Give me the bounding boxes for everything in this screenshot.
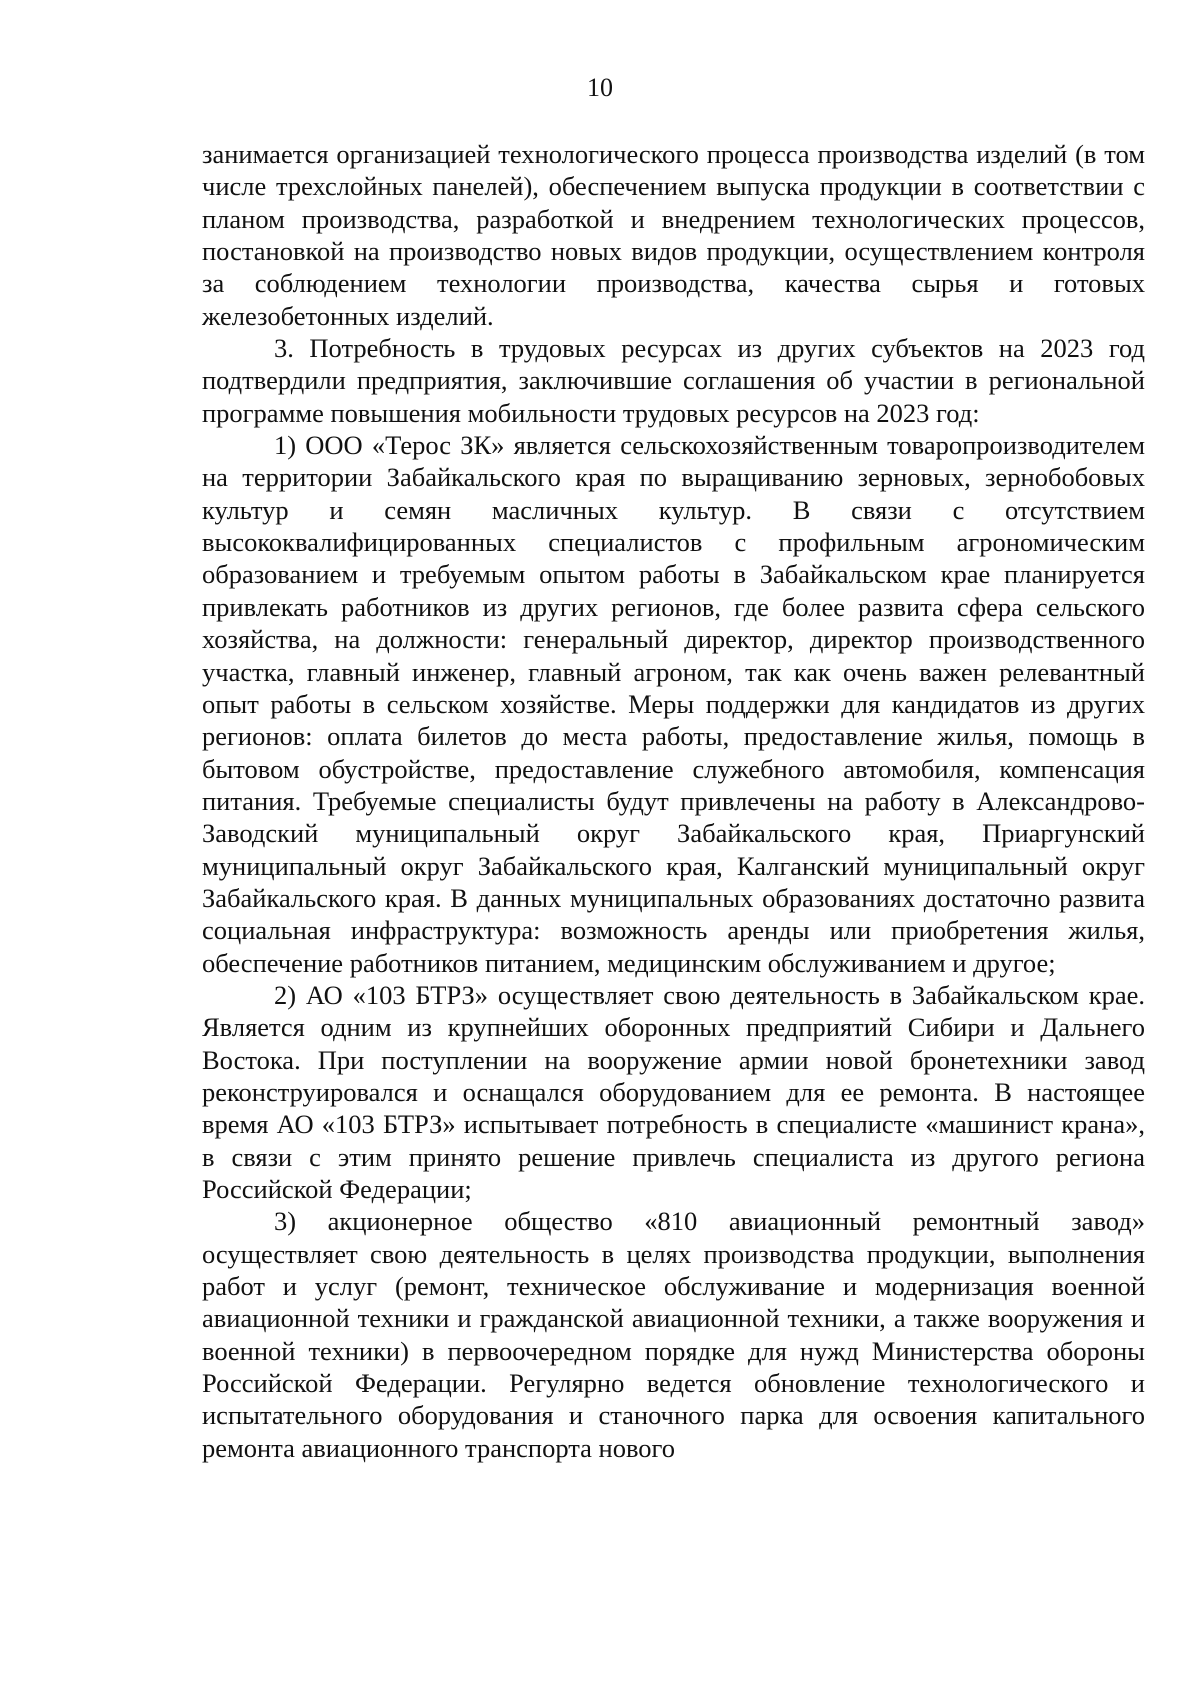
paragraph-subitem-1: 1) ООО «Терос ЗК» является сельскохозяйственным товаропроизводителем на территории Забайкальского края по выращиванию зерновых, зернобобовых культур и семян масличных культур. В связи с отсутствием высококвалифицированных специалистов с профильным агрономическим образованием и требуемым опытом работы в Забайкальском крае планируется привлекать работников из других регионов, где более развита сфера сельского хозяйства, на должности: генеральный директор, директор производственного участка, главный инженер, главный агроном, так как очень важен релевантный опыт работы в сельском хозяйстве. Меры поддержки для кандидатов из других регионов: оплата билетов до места работы, предоставление жилья, помощь в бытовом обустройстве, предоставление служебного автомобиля, компенсация питания. Требуемые специалисты будут привлечены на работу в Александрово-Заводский муниципальный округ Забайкальского края, Приаргунский муниципальный округ Забайкальского края, Калганский муниципальный округ Забайкальского края. В данных муниципальных образованиях достаточно развита социальная инфраструктура: возможность аренды или приобретения жилья, обеспечение работников питанием, медицинским обслуживанием и другое; xyxy=(202,430,1145,978)
paragraph-continuation: занимается организацией технологического процесса производства изделий (в том числе трехслойных панелей), обеспечением выпуска продукции в соответствии с планом производства, разработкой и внедрением технологических процессов, постановкой на производство новых видов продукции, осуществлением контроля за соблюдением технологии производства, качества сырья и готовых железобетонных изделий. xyxy=(202,139,1145,331)
page-number: 10 xyxy=(587,73,613,102)
paragraph-subitem-2: 2) АО «103 БТРЗ» осуществляет свою деятельность в Забайкальском крае. Является одним из крупнейших оборонных предприятий Сибири и Дальнего Востока. При поступлении на вооружение армии новой бронетехники завод реконструировался и оснащался оборудованием для ее ремонта. В настоящее время АО «103 БТРЗ» испытывает потребность в специалисте «машинист крана», в связи с этим принято решение привлечь специалиста из другого региона Российской Федерации; xyxy=(202,979,1145,1204)
paragraph-subitem-3: 3) акционерное общество «810 авиационный ремонтный завод» осуществляет свою деятельность в целях производства продукции, выполнения работ и услуг (ремонт, техническое обслуживание и модернизация военной авиационной техники и гражданской авиационной техники, а также вооружения и военной техники) в первоочередном порядке для нужд Министерства обороны Российской Федерации. Регулярно ведется обновление технологического и испытательного оборудования и станочного парка для освоения капитального ремонта авиационного транспорта нового xyxy=(202,1206,1145,1463)
paragraph-item-3: 3. Потребность в трудовых ресурсах из других субъектов на 2023 год подтвердили предприятия, заключившие соглашения об участии в региональной программе повышения мобильности трудовых ресурсов на 2023 год: xyxy=(202,333,1145,428)
document-body xyxy=(202,138,1145,1464)
